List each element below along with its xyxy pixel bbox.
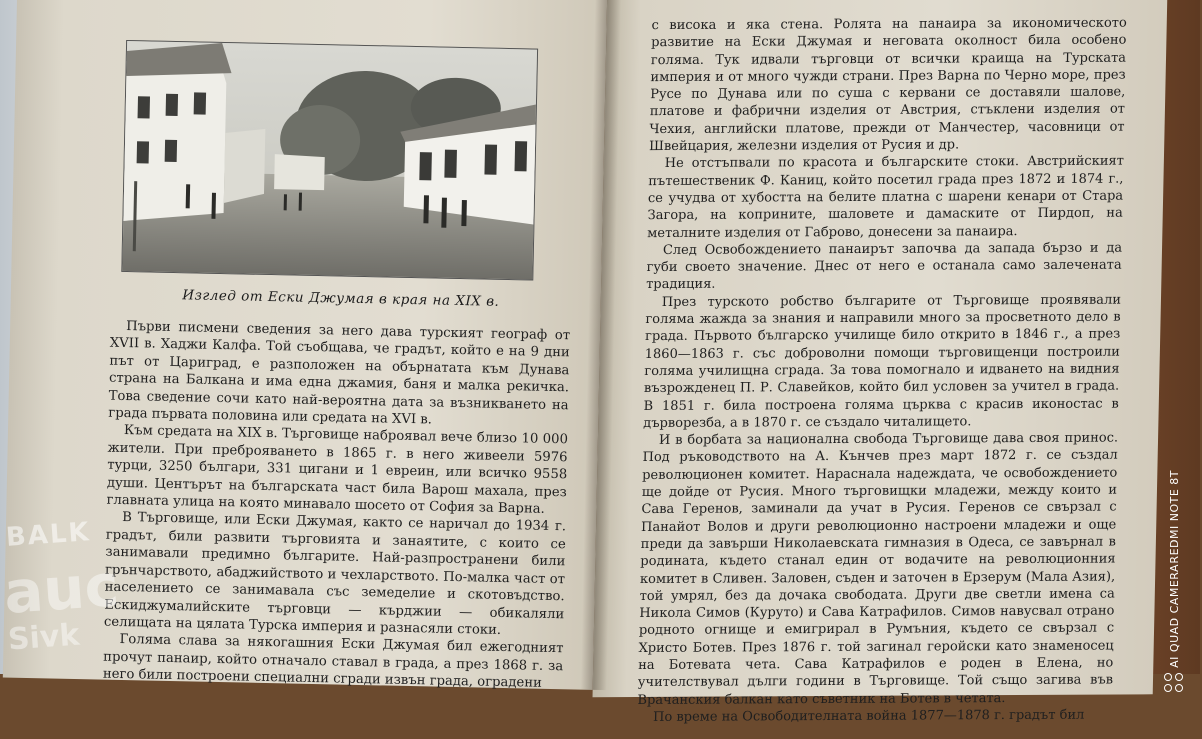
photo-caption: Изглед от Ески Джумая в края на XIX в. [182,287,500,310]
street-scene-illustration [122,41,537,280]
right-paragraph-4: През турското робство българите от Търговище проявявали голяма жажда за знания и направили много за просветното дело в града. Първото българско училище било открито в 1846 г., а през 1860—1863 г. със доброволни помощи търговищенци построили голяма училищна сграда. За това помогнало и идването на видния възрожденец П. Р. Славейков, който бил условен за учител в града. В 1851 г. била построена голяма църква с красив иконостас в дърворезба, а в 1870 г. се създало читалището. [643,292,1122,431]
right-paragraph-5: И в борбата за национална свобода Търговище дава своя принос. Под ръководството на А. Кънчев през март 1872 г. се създал революционен комитет. Нараснала надеждата, че освобождението ще дойде от Русия. Много търговищки младежи, между които и Сава Геренов, заминали да учат в Русия. Геренов се свързал с Панайот Волов и други революционно настроени младежи и още преди да завърши Николаевската гимназия в Одеса, се завърнал в родината, където станал един от водачите на революционния комитет в Сливен. Заловен, съден и заточен в Ерзерум (Мала Азия), той умрял, без да дочака свободата. Други две светли имена са Никола Симов (Куруто) и Сава Катрафилов. Симов навусвал отрано родното огнище и емигрирал в Румъния, където се свързал с Христо Ботев. През 1876 г. той загинал геройски като знаменосец на Ботевата чета. Сава Катрафилов е роден в Елена, но учителствувал дълги години в Търговище. Той също загива във Врачанския балкан като съветник на Ботев в четата. [637,430,1119,708]
camera-label-1: REDMI NOTE 8T [1167,470,1181,564]
watermark-text-2: auc [1,551,122,627]
right-paragraph-6: По време на Освободителната война 1877—1878 г. градът бил [652,707,1085,725]
left-page-text [103,318,571,693]
right-paragraph-1: с висока и яка стена. Ролята на панаира за икономическото развитие на Ески Джумая и неговата околност била особено голяма. Тук идвали търговци от всички краища на Турската империя и от много чужди страни. През Варна по Черно море, през Русе по Дунава или по суша с кервани се доставяли шалове, платове и фабрични изделия от Австрия, стъклени изделия от Чехия, английски платове, прежди от Манчестер, часовници от Швейцария, железни изделия от Русия и др. [648,15,1127,155]
left-paragraph-1: Първи писмени сведения за него дава турският географ от XVII в. Хаджи Калфа. Той съобщава, че градът, който е на 9 дни път от Цариград, е разположен на обърнатата към Дунава страна на Балкана и има една джамия, баня и малка рекичка. Това сведение сочи като най-вероятна дата за възникването на града първата половина или средата на XVI в. [108,319,571,428]
watermark-text-1: BALK [5,517,92,553]
right-page-text [637,15,1127,727]
left-paragraph-2: Към средата на XIX в. Търговище наброявал вече близо 10 000 жители. При преброяването в 1865 г. в него живеели 5976 турци, 3250 българи, 331 цигани и 1 евреин, или всичко 9558 души. Центърът на българската част била Варош махала, през главната улица на която минавало шосето от София за Варна. [106,423,569,517]
right-paragraph-3: След Освобождението панаирът започва да запада бързо и да губи своето значение. Днес от него е останала само залечената традиция. [646,240,1123,293]
open-book [3,0,1202,725]
left-paragraph-3: В Търговище, или Ески Джумая, както се наричал до 1934 г. градът, били развити търговията и занаятите, с които се занимавали предимно българите. Най-разпространени били грънчарството, абаджийството и чехларството. По-малка част от населението се занимавала със земеделие и скотовъдство. Ескиджумалийските търговци — кърджии — обикаляли селищата на цялата Турска империя и разнасяли стоки. [103,510,567,638]
camera-watermark [1162,470,1186,668]
camera-label-2: AI QUAD CAMERA [1167,563,1181,668]
left-paragraph-4: Голяма слава за някогашния Ески Джумая бил ежегодният прочут панаир, който отначало ставал в града, а през 1868 г. за него били построени специални сгради извън града, оградени [102,632,564,691]
right-page [593,0,1168,725]
watermark-text-3: Sivk [6,617,81,658]
right-paragraph-2: Не отстъпвали по красота и българските стоки. Австрийският пътешественик Ф. Каниц, който посетил града през 1872 и 1874 г., се учудва от хубостта на белите платна с шарени кенари от Стара Загора, на коприните, шаловете и дамаските от Пирдоп, на металните изделия от Габрово, донесени за панаира. [647,153,1125,241]
historic-street-photo [121,40,538,281]
